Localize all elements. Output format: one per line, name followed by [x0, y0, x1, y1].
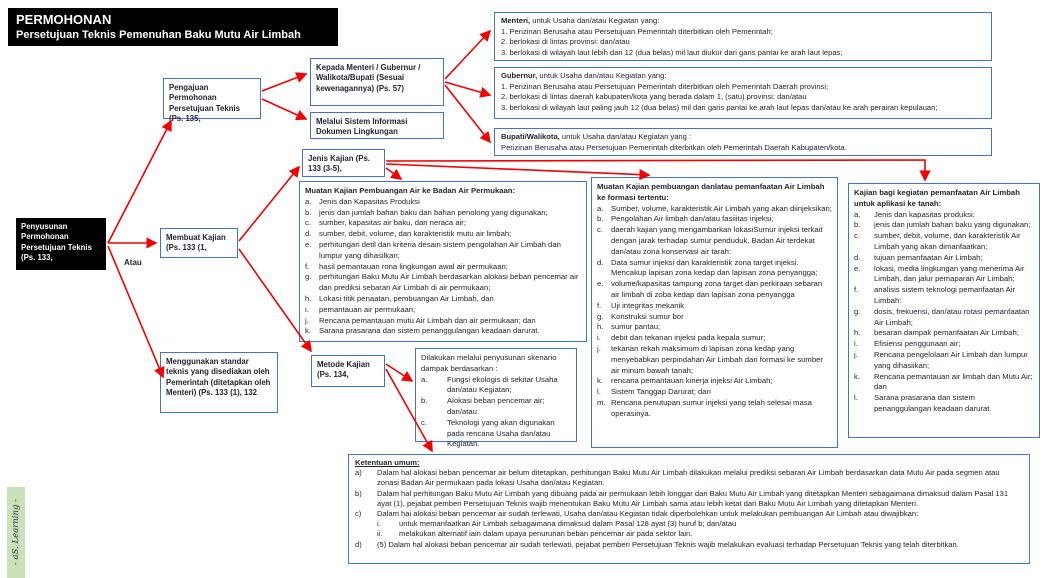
box-muatan-kajian-permukaan	[299, 181, 587, 342]
arrow-kepada-bupati	[445, 85, 490, 142]
node-melalui-sistem-informasi: Melalui Sistem Informasi Dokumen Lingkungan	[310, 112, 444, 139]
list-item: a) Dalam hal alokasi beban pencemar air belum ditetapkan, perhitungan Baku Mutu Air Limbah dilakukan melalui prediksi sebaran Air Limbah berdasarkan data Mutu Air pada segmen atau zonasi Badan Air permukaan pada lokasi Usaha dan/atau Kegiatan.	[355, 468, 1000, 488]
list-item: a. Sumber, volume, karakteristik Air Limbah yang akan diinjeksikan;	[597, 203, 832, 213]
list-item: j. Rencana pengelolaan Air Limbah dan lumpur yang dihasiikan;	[854, 349, 1028, 370]
box-bupati-heading: Bupati/Walikota, untuk Usaha dan/atau Kegiatan yang :	[501, 132, 692, 141]
node-membuat-kajian: Membuat Kajian (Ps. 133 (1,	[160, 228, 238, 258]
list-item: j. tekanan rekah maksimum di lapisan zona kedap yang menyebabkan perpindahan Air Limbah dari formasi ke sumber air minum bawah tanah;	[597, 343, 823, 375]
node-menggunakan-standar-teknis: Menggunakan standar teknis yang disediakan oleh Pemerintah (ditetapkan oleh Menteri) (Ps. 133 (1), 132	[160, 352, 278, 413]
box-gubernur-heading: Gubernur, untuk Usaha dan/atau Kegiatan yang:	[501, 71, 667, 80]
list-item: c) Dalam hai alokasi beban pencemar air sudah terlewati, Usaha dan/atau Kegiatan tidak diperbolehkan untuk melakukan pembuangan Air Limbah atau diwajibkan:	[355, 509, 919, 519]
node-penyusunan-permohonan: Penyusunan Permohonan Persetujuan Teknis (Ps. 133,	[16, 218, 106, 270]
list-item: a. Jenis dan Kapasitas Produksi	[305, 196, 420, 206]
label-atau: Atau	[124, 258, 142, 267]
box-items	[854, 210, 1034, 415]
list-item: i. untuk memanfaatkan Air Limbah sebagaimana dimaksud dalam Pasal 128 ayat (3) huruf b; dan/atau	[377, 519, 737, 529]
box-items	[355, 468, 1023, 550]
box-gubernur-lines	[501, 82, 985, 114]
list-item: k. rencana pemantauan kinerja injeksi Air Limbah;	[597, 376, 773, 386]
box-title: Ketentuan umum:	[355, 458, 420, 467]
box-menteri-heading: Menteri, untuk Usaha dan/atau Kegiatan yang:	[501, 16, 660, 25]
list-item: h. besaran dampak pemanfaatan Air Limbah;	[854, 328, 1019, 338]
node-pengajuan-permohonan: Pengajuan Permohonan Persetujuan Teknis (Ps. 135,	[163, 78, 261, 119]
box-menteri-lines	[501, 27, 985, 59]
list-item: j. Rencana pemantauan mutu Air Limbah dan air permukaan; dan	[305, 315, 536, 325]
list-item: c. sumber, debit, volume, dan karakteristik Air Limbah yang akan dimanfaatkan;	[854, 231, 1021, 251]
list-item: h. Lokasi titik penaatan, pembuangan Air Limbah, dan	[305, 293, 494, 303]
list-item: 2. berlokasi di lintas provinsi: dan/atau	[501, 37, 630, 47]
box-menteri	[494, 12, 992, 61]
list-item: Perizinan Berusaha atau Persetujuan Pemerintah diterbitkan oleh Pemerintah Daerah Kabupaten/kota.	[501, 142, 847, 152]
list-item: 3. berlokasi di wilayah laut paling jauh 12 (dua belas) mil dari garis pantai ke arah laut lepas dan/atau ke arah perairan kepulauan;	[501, 102, 938, 112]
arrow-kepada-gubernur	[445, 82, 490, 95]
box-title: Kajian bagi kegiatan pemanfaatan Air Limbah untuk aplikasi ke tanah:	[854, 188, 1020, 208]
list-item: 1. Perizinan Berusaha atau Persetujuan Pemerintah diterbitkan oleh Pemerintah Daerah provinsi;	[501, 81, 829, 91]
list-item: c. daerah kajian yang mengambarkan lokasiSumur injeksi terkait dengan jarak terhadap sumur penduduk, Badan Air terdekat dan/atau zona konservasi air tarah:	[597, 225, 823, 256]
list-item: f. Uji integritas mekanik	[597, 300, 685, 310]
box-title: Muatan Kajian pembuangan danlatau pemanfaatan Air Limbah ke formasi tertentu:	[597, 182, 825, 202]
list-item: a. Jenis dan kapasitas produksi;	[854, 209, 975, 219]
arrow-metode-skenario	[386, 364, 412, 381]
list-item: a. Fungsi ekologis di sekitar Usaha dan/atau Kegiatan;	[421, 374, 558, 395]
list-item: b. Alokasi beban pencemar air; dan/atau	[421, 396, 545, 416]
arrow-kepada-menteri	[445, 31, 490, 79]
list-item: k. Sarana prasarana dan sistem penanggulangan keadaan darurat.	[305, 326, 540, 336]
list-item: l. Sarana prasarana dan sistem penanggulangan keadaan darurat.	[854, 393, 992, 413]
node-kepada-menteri: Kepada Menteri / Gubernur / Walikota/Bupati (Sesuai kewenagannya) (Ps. 57)	[310, 58, 444, 106]
arrow-jenis-formasi	[386, 164, 649, 175]
list-item: k. Rencana pemantauan air limbah dan Mutu Air; dan	[854, 371, 1033, 392]
list-item: 3. berlokasi di wilayah laut lebih dari 12 (dua belas) mil laut diukur dari garis pantai ke arah laut lepas;	[501, 47, 843, 57]
arrow-penyusunan-pengajuan	[108, 121, 171, 243]
list-item: d. tujuan pemanfaatan Air Limbah;	[854, 252, 983, 262]
node-jenis-kajian: Jenis Kajian (Ps. 133 (3-5),	[302, 149, 385, 177]
list-item: b) Dalam hal perhitungan Baku Mutu Air Limbah yang dibuang pada air permukaan lebih longgar dari Baku Mutu Air Limbah yang ditetapkan Menteri sebagaimana dimaksud dalam Pasal 131 ayat (1), pejabat pemberi Persetujuan Teknis wajib menentukan Baku Mutu Air Limbah sama atau lebih ketat dari Baku Mutu Air Limbah yang ditetapkan Menteri.	[355, 488, 1009, 508]
list-item: h. sumur pantau;	[597, 322, 661, 332]
list-item: i. Efisiensi penggunaan air;	[854, 339, 961, 349]
list-item: e. perhitungan detil dan kriteria desain sistem pengolahan Air Limbah dan lumpur yang dihasilkan;	[305, 239, 561, 260]
list-item: m. Rencana penutupan sumur injeksi yang telah selesai masa operasinya.	[597, 397, 812, 418]
box-gubernur	[494, 67, 992, 119]
box-items	[305, 197, 581, 337]
page-title: PERMOHONAN	[16, 12, 112, 27]
box-items	[421, 375, 571, 451]
list-item: g. dosis, frekuensi, dan/atau rotasi pemanfaatan Air Limbah;	[854, 306, 1030, 327]
list-item: g. Konstruksi sumur bor	[597, 311, 684, 321]
list-item: i. debit dan tekanan injeksi pada kepala sumur;	[597, 333, 766, 343]
list-item: c. Teknologi yang akan digunakan pada rencana Usaha dan/atau Kegiatan.	[421, 417, 555, 449]
arrow-pengajuan-melalui	[262, 99, 306, 119]
arrow-membuat-jenis	[239, 167, 299, 241]
watermark-text: - aS. Learning -	[11, 499, 21, 566]
box-title: Dilakukan melalui penyusunan skenario dampak berdasarkan :	[421, 353, 557, 373]
header-title-box	[8, 8, 338, 46]
list-item: 1. Perizinan Berusaha atau Persetujuan Pemerintah diterbitkan oleh Pemerintah;	[501, 26, 773, 36]
list-item: i. pemantauan air permukaan;	[305, 304, 416, 314]
watermark-strip	[7, 487, 25, 578]
list-item: b. jenis dan jumlah bahan baku yang digunakan;	[854, 220, 1031, 230]
list-item: f. analisis sistem teknologi pemanfaatan Air Limbah:	[854, 285, 1016, 305]
box-kajian-aplikasi-tanah	[848, 183, 1040, 438]
list-item: d. sumber, debit, volume, dan karakteristik mutu air limbah;	[305, 229, 512, 239]
box-muatan-kajian-formasi	[591, 177, 838, 448]
list-item: l. Sistem Tanggap Darurat; dan	[597, 387, 711, 397]
arrow-jenis-permukaan	[386, 168, 401, 179]
box-ketentuan-umum	[348, 454, 1030, 564]
list-item: e. lokasi, media lingkungan yang menerima Air Limbah, dan jalur pemaparan Air Limbah;	[854, 263, 1025, 284]
list-item: c. sumber, kapasitas air baku, dan neraca air;	[305, 218, 466, 228]
box-bupati-lines	[501, 143, 985, 154]
list-item: d. Data sumur injeksi dan karakteristik zona target injeksi. Mencakup lapisan zona kedap dan lapisan zona penyangga;	[597, 257, 818, 278]
list-item: f. hasil pemantauan rona lingkungan awal air permukaan;	[305, 261, 508, 271]
list-item: 2. berlokasi di lintas daerah kabupaten/kota yang berada dalam 1, (satu) provinsi: dan/atau	[501, 92, 807, 102]
list-item: d) (5) Dalam hal alokasi beban pencemar air sudah terlewati, pejabat pemberi Persetujuan Teknis wajib melakukan evaluasi terhadap Persetujuan Teknis yang telah diterbitkan.	[355, 539, 959, 549]
node-metode-kajian: Metode Kajian (Ps. 134,	[311, 355, 385, 387]
page-subtitle: Persetujuan Teknis Pemenuhan Baku Mutu Air Limbah	[16, 29, 301, 41]
list-item: e. volume/kapasitas tampung zona target dan perkiraan sebaran air limbah di zoba kedap dan lapisan zona penyangga	[597, 279, 823, 299]
arrow-pengajuan-kepada	[262, 74, 306, 91]
box-skenario-dampak	[415, 348, 577, 449]
list-item: ii. melakukan alternatif iain dalam upaya penurunan beban pencemar air pada sektor lain.	[377, 529, 693, 539]
list-item: b. jenis dan jumlah bahan baku dan bahan penolong yang digunakan;	[305, 207, 548, 217]
list-item: b. Pengolahan Air limbah dan/atau fasiiitas injeksi;	[597, 214, 774, 224]
box-bupati-walikota	[494, 128, 992, 156]
list-item: g. perhitungan Baku Mutu Air Limbah berdasarkan alokasi beban pencemar air dan prediksi sebaran Air Limbah di air permukaan;	[305, 272, 579, 293]
box-title: Muatan Kajian Pembuangan Air ke Badan Air Permukaan:	[305, 186, 516, 195]
box-items	[597, 204, 832, 420]
